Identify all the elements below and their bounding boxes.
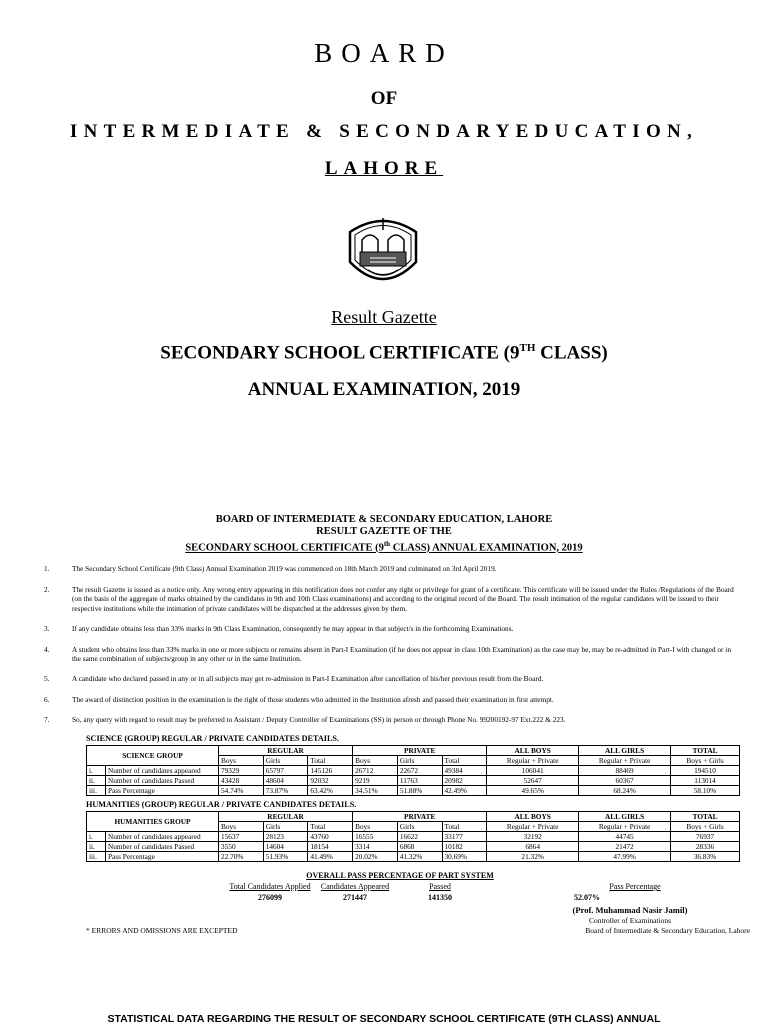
subheader-cell: Regular + Private <box>579 756 671 766</box>
row-index: ii. <box>87 776 106 786</box>
table-cell: 51.93% <box>263 852 308 862</box>
paragraph-number: 7. <box>44 715 50 724</box>
subheader-cell: Girls <box>263 756 308 766</box>
table-cell: 10182 <box>442 842 487 852</box>
table-cell: 21472 <box>579 842 671 852</box>
table-row <box>87 842 740 852</box>
table-cell: 6864 <box>487 842 579 852</box>
paragraph-3 <box>40 624 740 633</box>
table-cell: 52647 <box>487 776 579 786</box>
paragraph-number: 2. <box>44 585 50 594</box>
table-cell: 28123 <box>263 832 308 842</box>
paragraph-text: A student who obtains less than 33% marks in one or more subjects or remains absent in Part-I Examination (if he does not appear in class 10th Examination) as the case may be, may be re-admitted in Part-I with changed or in the same combination of subjects/group in any other or in the same Institution. <box>72 645 731 664</box>
errors-note: * ERRORS AND OMISSIONS ARE EXCEPTED <box>86 926 238 935</box>
table-cell: 49.65% <box>487 786 579 796</box>
table-header-row <box>87 746 740 756</box>
signature-name: (Prof. Muhammad Nasir Jamil) <box>572 905 688 915</box>
table-cell: 16622 <box>397 832 442 842</box>
paragraph-text: If any candidate obtains less than 33% marks in 9th Class Examination, consequently he may appear in that subject/s in the forthcoming Examinations. <box>72 624 514 633</box>
appeared-value: 271447 <box>343 893 367 902</box>
subheader-line3 <box>0 538 768 555</box>
ssc-heading <box>0 342 768 364</box>
subheader-cell: Total <box>442 822 487 832</box>
table-cell: 43760 <box>308 832 353 842</box>
table-cell: 15637 <box>219 832 264 842</box>
table-cell: 20982 <box>442 776 487 786</box>
all-boys-header: ALL BOYS <box>487 746 579 756</box>
row-label: Number of candidates appeared <box>106 766 219 776</box>
overall-title: OVERALL PASS PERCENTAGE OF PART SYSTEM <box>306 871 494 880</box>
of-heading: OF <box>370 88 398 109</box>
applied-value: 276099 <box>258 893 282 902</box>
table-cell: 88469 <box>579 766 671 776</box>
subheader-cell: Regular + Private <box>487 822 579 832</box>
table-cell: 54.74% <box>219 786 264 796</box>
table-cell: 18154 <box>308 842 353 852</box>
table-cell: 58.10% <box>671 786 740 796</box>
table-cell: 26712 <box>353 766 398 776</box>
table-cell: 28336 <box>671 842 740 852</box>
subheader-cell: Girls <box>397 822 442 832</box>
science-section-title: SCIENCE (GROUP) REGULAR / PRIVATE CANDIDATES DETAILS. <box>86 734 340 743</box>
intermediate-heading: INTERMEDIATE & SECONDARYEDUCATION, <box>69 121 699 142</box>
subheader-cell: Girls <box>263 822 308 832</box>
subheader-cell: Total <box>308 756 353 766</box>
subheader-cell: Regular + Private <box>579 822 671 832</box>
table-cell: 11763 <box>397 776 442 786</box>
table-cell: 145126 <box>308 766 353 776</box>
humanities-section-title: HUMANITIES (GROUP) REGULAR / PRIVATE CANDIDATES DETAILS. <box>86 800 357 809</box>
ssc-suffix: CLASS) <box>535 342 608 364</box>
table-cell: 34.51% <box>353 786 398 796</box>
table-cell: 3314 <box>353 842 398 852</box>
private-header: PRIVATE <box>353 812 487 822</box>
table-cell: 47.99% <box>579 852 671 862</box>
pct-label: Pass Percentage <box>609 882 661 891</box>
paragraph-6 <box>40 695 740 704</box>
table-cell: 106041 <box>487 766 579 776</box>
row-label: Number of candidates Passed <box>106 842 219 852</box>
applied-label: Total Candidates Applied <box>229 882 311 891</box>
subheader-line3-sup: th <box>383 540 391 548</box>
subheader-cell: Boys <box>219 822 264 832</box>
table-row <box>87 852 740 862</box>
table-cell: 92032 <box>308 776 353 786</box>
ssc-sup: TH <box>519 342 536 354</box>
subheader-cell: Total <box>308 822 353 832</box>
subheader-cell: Boys <box>219 756 264 766</box>
all-boys-header: ALL BOYS <box>487 812 579 822</box>
paragraph-text: The result Gazette is issued as a notice only. Any wrong entry appearing in this notification does not confer any right or privilege for grant of a certificate. This certificate will be issued under the Rules /Regulations of the Board (on the basis of the aggregate of marks obtained by the candidates in 9th and 10th Class examinations) and according to the original record of the Board. The result intimation of the regular candidates will be issued to their respective institutions while the intimation of private candidates will be dispatched at the addresses given by them. <box>72 585 734 613</box>
city-heading: LAHORE <box>324 158 444 179</box>
table-cell: 20.02% <box>353 852 398 862</box>
private-header: PRIVATE <box>353 746 487 756</box>
table-cell: 76937 <box>671 832 740 842</box>
table-cell: 21.32% <box>487 852 579 862</box>
table-cell: 22.70% <box>219 852 264 862</box>
footer-heading: STATISTICAL DATA REGARDING THE RESULT OF SECONDARY SCHOOL CERTIFICATE (9TH CLASS) ANNUAL <box>107 1013 661 1025</box>
table-cell: 194510 <box>671 766 740 776</box>
total-header: TOTAL <box>671 812 740 822</box>
row-label: Pass Percentage <box>106 852 219 862</box>
paragraph-1 <box>40 564 740 573</box>
subheader-line3-suffix: CLASS) ANNUAL EXAMINATION, 2019 <box>390 542 583 554</box>
table-cell: 9219 <box>353 776 398 786</box>
paragraph-text: A candidate who declared passed in any or in all subjects may get re-admission in Part-I Examination after cancellation of his/her previous result from the Board. <box>72 674 544 683</box>
pct-value: 52.07% <box>574 893 600 902</box>
paragraph-text: The award of distinction position in the examination is the right of those students who admitted in the Institution afresh and passed their examination in first attempt. <box>72 695 554 704</box>
subheader-line2: RESULT GAZETTE OF THE <box>316 526 452 537</box>
paragraph-number: 3. <box>44 624 50 633</box>
result-gazette-title: Result Gazette <box>331 307 437 327</box>
paragraph-2 <box>40 585 740 613</box>
row-label: Pass Percentage <box>106 786 219 796</box>
board-seal-logo-icon <box>340 210 426 296</box>
regular-header: REGULAR <box>219 812 353 822</box>
row-index: i. <box>87 766 106 776</box>
paragraph-number: 5. <box>44 674 50 683</box>
row-index: iii. <box>87 786 106 796</box>
subheader-cell: Boys + Girls <box>671 822 740 832</box>
passed-label: Passed <box>429 882 451 891</box>
humanities-table <box>86 811 740 862</box>
table-cell: 51.88% <box>397 786 442 796</box>
table-cell: 41.32% <box>397 852 442 862</box>
table-cell: 41.49% <box>308 852 353 862</box>
row-index: i. <box>87 832 106 842</box>
subheader-cell: Regular + Private <box>487 756 579 766</box>
subheader-line3-prefix: SECONDARY SCHOOL CERTIFICATE (9 <box>185 542 384 554</box>
subheader-cell: Boys <box>353 822 398 832</box>
row-index: ii. <box>87 842 106 852</box>
table-row <box>87 832 740 842</box>
table-cell: 32192 <box>487 832 579 842</box>
subheader-cell: Girls <box>397 756 442 766</box>
board-heading: BOARD <box>314 38 454 68</box>
paragraph-4 <box>40 645 740 664</box>
paragraph-5 <box>40 674 740 683</box>
table-cell: 6868 <box>397 842 442 852</box>
signature-title: Controller of Examinations <box>588 916 672 925</box>
all-girls-header: ALL GIRLS <box>579 746 671 756</box>
table-cell: 42.49% <box>442 786 487 796</box>
table-cell: 63.42% <box>308 786 353 796</box>
subheader-line1: BOARD OF INTERMEDIATE & SECONDARY EDUCATION, LAHORE <box>215 514 553 525</box>
table-cell: 49384 <box>442 766 487 776</box>
subheader-cell: Total <box>442 756 487 766</box>
table-cell: 60367 <box>579 776 671 786</box>
table-cell: 44745 <box>579 832 671 842</box>
table-cell: 33177 <box>442 832 487 842</box>
table-cell: 68.24% <box>579 786 671 796</box>
paragraph-7 <box>40 715 740 724</box>
table-cell: 14604 <box>263 842 308 852</box>
row-label: Number of candidates appeared <box>106 832 219 842</box>
all-girls-header: ALL GIRLS <box>579 812 671 822</box>
paragraph-number: 6. <box>44 695 50 704</box>
exam-heading: ANNUAL EXAMINATION, 2019 <box>247 379 521 400</box>
subheader-cell: Boys + Girls <box>671 756 740 766</box>
ssc-prefix: SECONDARY SCHOOL CERTIFICATE (9 <box>160 342 520 364</box>
table-cell: 48604 <box>263 776 308 786</box>
table-cell: 3550 <box>219 842 264 852</box>
group-label-cell: HUMANITIES GROUP <box>87 812 219 832</box>
total-header: TOTAL <box>671 746 740 756</box>
row-label: Number of candidates Passed <box>106 776 219 786</box>
paragraph-text: So, any query with regard to result may be preferred to Assistant / Deputy Controller of Examinations (SS) in person or through Phone No. 99200192-97 Ext.222 & 223. <box>72 715 566 724</box>
signature-org: Board of Intermediate & Secondary Education, Lahore <box>585 926 750 935</box>
table-row <box>87 766 740 776</box>
table-cell: 65797 <box>263 766 308 776</box>
table-cell: 36.83% <box>671 852 740 862</box>
table-cell: 73.87% <box>263 786 308 796</box>
regular-header: REGULAR <box>219 746 353 756</box>
table-row <box>87 776 740 786</box>
table-cell: 79329 <box>219 766 264 776</box>
table-cell: 22672 <box>397 766 442 776</box>
table-cell: 113014 <box>671 776 740 786</box>
row-index: iii. <box>87 852 106 862</box>
table-cell: 30.69% <box>442 852 487 862</box>
table-header-row <box>87 812 740 822</box>
group-label-cell: SCIENCE GROUP <box>87 746 219 766</box>
passed-value: 141350 <box>428 893 452 902</box>
appeared-label: Candidates Appeared <box>320 882 390 891</box>
subheader-cell: Boys <box>353 756 398 766</box>
paragraph-number: 1. <box>44 564 50 573</box>
science-table <box>86 745 740 796</box>
table-cell: 43428 <box>219 776 264 786</box>
paragraph-number: 4. <box>44 645 50 654</box>
table-cell: 16555 <box>353 832 398 842</box>
paragraph-text: The Secondary School Certificate (9th Class) Annual Examination 2019 was commenced on 18th March 2019 and culminated on 3rd April 2019. <box>72 564 497 573</box>
table-row <box>87 786 740 796</box>
